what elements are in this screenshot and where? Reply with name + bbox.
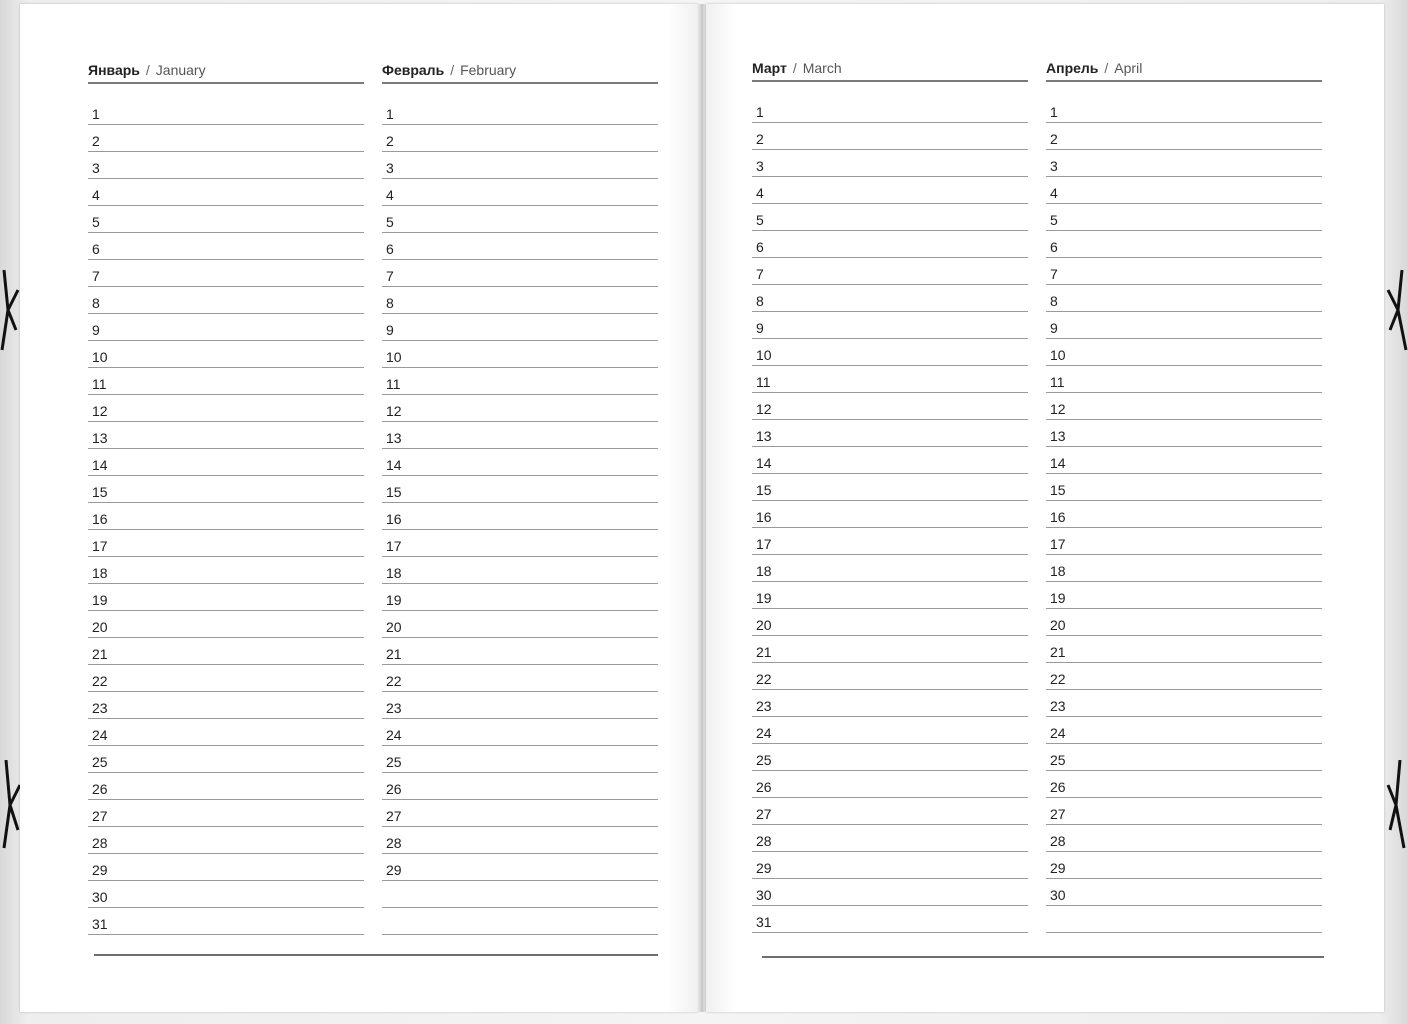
day-number: 4 — [756, 185, 764, 201]
day-number: 29 — [756, 860, 772, 876]
day-line[interactable] — [1046, 204, 1322, 231]
day-number: 1 — [756, 104, 764, 120]
day-line[interactable] — [1046, 798, 1322, 825]
day-line[interactable] — [88, 152, 364, 179]
day-number: 14 — [386, 457, 402, 473]
day-line[interactable] — [1046, 339, 1322, 366]
day-number: 26 — [92, 781, 108, 797]
day-list — [1046, 96, 1322, 933]
day-number: 8 — [386, 295, 394, 311]
day-line[interactable] — [88, 827, 364, 854]
day-line[interactable] — [382, 746, 658, 773]
day-line[interactable] — [382, 854, 658, 881]
day-number: 23 — [756, 698, 772, 714]
day-number: 20 — [1050, 617, 1066, 633]
day-line[interactable] — [88, 908, 364, 935]
day-line[interactable] — [88, 719, 364, 746]
tree-branch-icon — [0, 270, 22, 360]
day-line[interactable] — [382, 341, 658, 368]
tree-branch-icon — [0, 760, 22, 850]
bottom-rule — [762, 956, 1324, 958]
day-line[interactable] — [1046, 447, 1322, 474]
day-list — [752, 96, 1028, 933]
day-number: 6 — [756, 239, 764, 255]
day-list — [382, 98, 658, 935]
month-separator: / — [1104, 60, 1109, 76]
month-header — [382, 60, 658, 84]
day-line[interactable] — [382, 611, 658, 638]
month-name-ru: Январь — [88, 62, 140, 78]
day-number: 13 — [386, 430, 402, 446]
page-shadow — [706, 4, 736, 1012]
day-number: 28 — [92, 835, 108, 851]
day-line[interactable] — [88, 125, 364, 152]
day-line[interactable] — [88, 395, 364, 422]
day-line[interactable] — [1046, 582, 1322, 609]
day-line[interactable] — [382, 179, 658, 206]
day-line[interactable] — [752, 177, 1028, 204]
day-line[interactable] — [1046, 528, 1322, 555]
day-number: 1 — [386, 106, 394, 122]
day-line[interactable] — [382, 422, 658, 449]
day-number: 13 — [92, 430, 108, 446]
day-line[interactable] — [1046, 717, 1322, 744]
day-number: 24 — [756, 725, 772, 741]
day-line[interactable] — [1046, 312, 1322, 339]
day-number: 30 — [92, 889, 108, 905]
day-number: 9 — [756, 320, 764, 336]
day-line[interactable] — [88, 233, 364, 260]
day-line[interactable] — [752, 474, 1028, 501]
day-line[interactable] — [88, 800, 364, 827]
day-number: 8 — [1050, 293, 1058, 309]
day-number: 17 — [1050, 536, 1066, 552]
month-separator: / — [450, 62, 455, 78]
day-number: 20 — [756, 617, 772, 633]
month-name-ru: Апрель — [1046, 60, 1099, 76]
day-number: 13 — [756, 428, 772, 444]
day-line[interactable] — [382, 773, 658, 800]
day-number: 11 — [1050, 374, 1065, 390]
day-number: 27 — [756, 806, 772, 822]
day-line[interactable] — [88, 260, 364, 287]
day-line[interactable] — [88, 638, 364, 665]
day-line[interactable] — [88, 206, 364, 233]
day-line[interactable] — [1046, 420, 1322, 447]
day-number: 22 — [92, 673, 108, 689]
day-number: 12 — [756, 401, 772, 417]
day-line[interactable] — [1046, 690, 1322, 717]
day-number: 26 — [1050, 779, 1066, 795]
day-number: 3 — [756, 158, 764, 174]
day-number: 31 — [92, 916, 108, 932]
day-number: 28 — [386, 835, 402, 851]
day-line[interactable] — [752, 906, 1028, 933]
month-separator: / — [145, 62, 150, 78]
day-line[interactable] — [1046, 393, 1322, 420]
day-number: 14 — [756, 455, 772, 471]
day-number: 16 — [92, 511, 108, 527]
day-line[interactable] — [88, 314, 364, 341]
day-line[interactable] — [752, 744, 1028, 771]
day-number: 21 — [92, 646, 108, 662]
day-number: 12 — [386, 403, 402, 419]
day-number: 21 — [756, 644, 772, 660]
day-line[interactable] — [382, 557, 658, 584]
day-number: 5 — [1050, 212, 1058, 228]
day-line[interactable] — [752, 285, 1028, 312]
day-line[interactable] — [382, 503, 658, 530]
day-number: 22 — [386, 673, 402, 689]
day-number: 7 — [1050, 266, 1058, 282]
day-line[interactable] — [1046, 609, 1322, 636]
month-february — [382, 60, 658, 935]
day-line[interactable] — [88, 611, 364, 638]
day-line[interactable] — [88, 287, 364, 314]
day-number: 26 — [756, 779, 772, 795]
month-april — [1046, 58, 1322, 933]
day-line[interactable] — [752, 312, 1028, 339]
day-line[interactable] — [1046, 366, 1322, 393]
day-number: 1 — [92, 106, 100, 122]
day-line[interactable] — [382, 908, 658, 935]
day-line[interactable] — [382, 449, 658, 476]
day-number: 24 — [1050, 725, 1066, 741]
day-number: 19 — [1050, 590, 1066, 606]
day-line[interactable] — [752, 123, 1028, 150]
day-line[interactable] — [1046, 177, 1322, 204]
day-number: 16 — [756, 509, 772, 525]
day-line[interactable] — [88, 341, 364, 368]
day-number: 7 — [92, 268, 100, 284]
day-line[interactable] — [752, 582, 1028, 609]
day-number: 30 — [1050, 887, 1066, 903]
day-number: 10 — [92, 349, 108, 365]
day-number: 25 — [386, 754, 402, 770]
day-number: 9 — [92, 322, 100, 338]
day-number: 24 — [92, 727, 108, 743]
left-page — [20, 4, 698, 1012]
day-line[interactable] — [382, 125, 658, 152]
day-line[interactable] — [752, 609, 1028, 636]
day-number: 27 — [1050, 806, 1066, 822]
day-number: 25 — [756, 752, 772, 768]
day-line[interactable] — [1046, 879, 1322, 906]
day-number: 25 — [1050, 752, 1066, 768]
tree-branch-icon — [1386, 760, 1408, 850]
month-name-en: April — [1114, 60, 1143, 76]
day-number: 2 — [92, 133, 100, 149]
day-line[interactable] — [752, 258, 1028, 285]
day-number: 9 — [1050, 320, 1058, 336]
month-name-en: March — [802, 60, 842, 76]
day-line[interactable] — [88, 665, 364, 692]
day-line[interactable] — [752, 555, 1028, 582]
day-line[interactable] — [1046, 636, 1322, 663]
day-line[interactable] — [1046, 150, 1322, 177]
day-line[interactable] — [88, 179, 364, 206]
day-number: 26 — [386, 781, 402, 797]
day-line[interactable] — [752, 825, 1028, 852]
day-number: 6 — [386, 241, 394, 257]
day-number: 20 — [92, 619, 108, 635]
day-line[interactable] — [752, 690, 1028, 717]
day-line[interactable] — [1046, 906, 1322, 933]
day-line[interactable] — [752, 231, 1028, 258]
tree-branch-icon — [1386, 270, 1408, 360]
day-line[interactable] — [382, 881, 658, 908]
day-line[interactable] — [1046, 663, 1322, 690]
day-line[interactable] — [752, 366, 1028, 393]
day-number: 2 — [386, 133, 394, 149]
day-number: 27 — [386, 808, 402, 824]
day-number: 17 — [756, 536, 772, 552]
day-number: 19 — [756, 590, 772, 606]
day-line[interactable] — [88, 368, 364, 395]
day-line[interactable] — [88, 584, 364, 611]
day-number: 21 — [386, 646, 402, 662]
day-line[interactable] — [88, 746, 364, 773]
day-line[interactable] — [752, 393, 1028, 420]
day-line[interactable] — [382, 206, 658, 233]
day-line[interactable] — [1046, 285, 1322, 312]
day-number: 18 — [756, 563, 772, 579]
month-name-en: February — [460, 62, 517, 78]
day-line[interactable] — [88, 530, 364, 557]
day-line[interactable] — [752, 96, 1028, 123]
month-name-ru: Март — [752, 60, 787, 76]
day-number: 28 — [756, 833, 772, 849]
day-line[interactable] — [1046, 555, 1322, 582]
day-number: 17 — [92, 538, 108, 554]
day-line[interactable] — [88, 773, 364, 800]
day-line[interactable] — [752, 717, 1028, 744]
day-number: 12 — [92, 403, 108, 419]
day-line[interactable] — [1046, 474, 1322, 501]
day-line[interactable] — [752, 339, 1028, 366]
day-line[interactable] — [382, 368, 658, 395]
day-number: 9 — [386, 322, 394, 338]
bottom-rule — [94, 954, 658, 956]
day-number: 13 — [1050, 428, 1066, 444]
day-line[interactable] — [1046, 123, 1322, 150]
day-line[interactable] — [752, 150, 1028, 177]
day-line[interactable] — [1046, 258, 1322, 285]
day-number: 4 — [386, 187, 394, 203]
month-january — [88, 60, 364, 935]
day-number: 12 — [1050, 401, 1066, 417]
day-line[interactable] — [1046, 231, 1322, 258]
day-line[interactable] — [88, 692, 364, 719]
day-number: 28 — [1050, 833, 1066, 849]
day-number: 1 — [1050, 104, 1058, 120]
day-line[interactable] — [382, 476, 658, 503]
day-number: 31 — [756, 914, 772, 930]
day-number: 23 — [1050, 698, 1066, 714]
day-number: 15 — [386, 484, 402, 500]
day-number: 20 — [386, 619, 402, 635]
day-number: 5 — [92, 214, 100, 230]
day-line[interactable] — [752, 447, 1028, 474]
day-number: 5 — [756, 212, 764, 228]
day-line[interactable] — [382, 692, 658, 719]
day-line[interactable] — [382, 260, 658, 287]
day-number: 29 — [92, 862, 108, 878]
day-number: 3 — [92, 160, 100, 176]
month-header — [1046, 58, 1322, 82]
month-march — [752, 58, 1028, 933]
day-number: 11 — [386, 376, 401, 392]
day-line[interactable] — [752, 528, 1028, 555]
day-line[interactable] — [88, 98, 364, 125]
day-number: 6 — [1050, 239, 1058, 255]
day-number: 27 — [92, 808, 108, 824]
day-line[interactable] — [88, 503, 364, 530]
day-line[interactable] — [382, 800, 658, 827]
day-line[interactable] — [752, 852, 1028, 879]
day-list — [88, 98, 364, 935]
day-line[interactable] — [752, 204, 1028, 231]
day-number: 17 — [386, 538, 402, 554]
day-line[interactable] — [752, 663, 1028, 690]
day-line[interactable] — [382, 719, 658, 746]
day-number: 18 — [1050, 563, 1066, 579]
month-name-ru: Февраль — [382, 62, 445, 78]
day-number: 10 — [1050, 347, 1066, 363]
day-number: 22 — [756, 671, 772, 687]
day-number: 4 — [92, 187, 100, 203]
day-number: 19 — [386, 592, 402, 608]
month-header — [752, 58, 1028, 82]
day-number: 11 — [756, 374, 771, 390]
month-header — [88, 60, 364, 84]
day-number: 18 — [386, 565, 402, 581]
day-line[interactable] — [88, 881, 364, 908]
day-line[interactable] — [382, 233, 658, 260]
day-number: 7 — [756, 266, 764, 282]
day-number: 3 — [386, 160, 394, 176]
day-number: 5 — [386, 214, 394, 230]
day-number: 15 — [756, 482, 772, 498]
day-line[interactable] — [752, 636, 1028, 663]
day-number: 25 — [92, 754, 108, 770]
day-number: 11 — [92, 376, 107, 392]
day-number: 4 — [1050, 185, 1058, 201]
day-number: 6 — [92, 241, 100, 257]
day-line[interactable] — [752, 879, 1028, 906]
page-shadow — [668, 4, 698, 1012]
right-page — [706, 4, 1384, 1012]
day-line[interactable] — [382, 827, 658, 854]
day-line[interactable] — [752, 798, 1028, 825]
day-number: 24 — [386, 727, 402, 743]
day-number: 14 — [1050, 455, 1066, 471]
day-line[interactable] — [382, 584, 658, 611]
day-number: 29 — [386, 862, 402, 878]
day-number: 10 — [386, 349, 402, 365]
day-number: 7 — [386, 268, 394, 284]
day-number: 16 — [386, 511, 402, 527]
month-name-en: January — [155, 62, 206, 78]
day-number: 3 — [1050, 158, 1058, 174]
day-line[interactable] — [382, 665, 658, 692]
day-line[interactable] — [382, 530, 658, 557]
day-line[interactable] — [752, 771, 1028, 798]
day-line[interactable] — [1046, 825, 1322, 852]
day-number: 30 — [756, 887, 772, 903]
day-line[interactable] — [382, 314, 658, 341]
day-number: 19 — [92, 592, 108, 608]
day-line[interactable] — [1046, 852, 1322, 879]
day-number: 16 — [1050, 509, 1066, 525]
day-number: 10 — [756, 347, 772, 363]
day-number: 23 — [92, 700, 108, 716]
day-line[interactable] — [88, 476, 364, 503]
day-line[interactable] — [1046, 96, 1322, 123]
day-number: 29 — [1050, 860, 1066, 876]
day-line[interactable] — [1046, 771, 1322, 798]
day-number: 15 — [1050, 482, 1066, 498]
day-number: 8 — [756, 293, 764, 309]
day-number: 21 — [1050, 644, 1066, 660]
day-line[interactable] — [382, 98, 658, 125]
day-line[interactable] — [382, 152, 658, 179]
month-separator: / — [792, 60, 797, 76]
day-number: 2 — [756, 131, 764, 147]
day-line[interactable] — [382, 395, 658, 422]
day-number: 15 — [92, 484, 108, 500]
day-line[interactable] — [382, 287, 658, 314]
day-number: 2 — [1050, 131, 1058, 147]
day-line[interactable] — [88, 854, 364, 881]
day-number: 8 — [92, 295, 100, 311]
day-line[interactable] — [1046, 501, 1322, 528]
day-line[interactable] — [88, 422, 364, 449]
day-line[interactable] — [752, 501, 1028, 528]
day-number: 23 — [386, 700, 402, 716]
day-line[interactable] — [88, 449, 364, 476]
day-number: 14 — [92, 457, 108, 473]
day-line[interactable] — [752, 420, 1028, 447]
day-line[interactable] — [1046, 744, 1322, 771]
day-line[interactable] — [88, 557, 364, 584]
day-number: 22 — [1050, 671, 1066, 687]
day-number: 18 — [92, 565, 108, 581]
day-line[interactable] — [382, 638, 658, 665]
